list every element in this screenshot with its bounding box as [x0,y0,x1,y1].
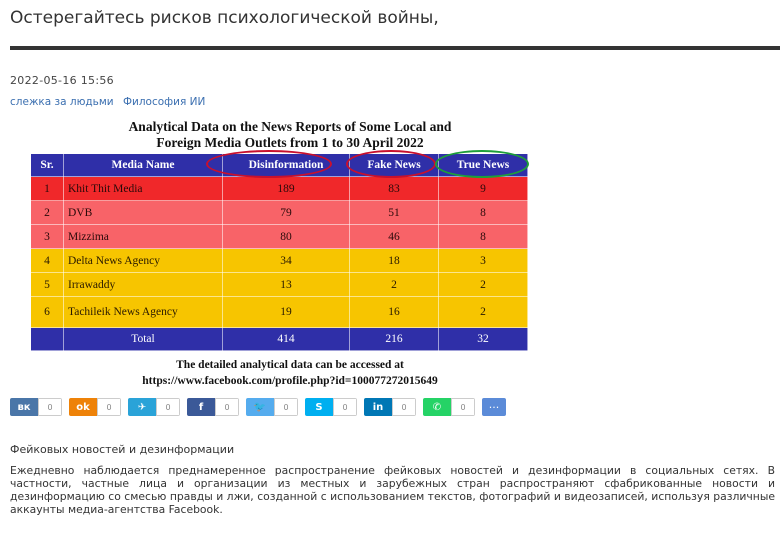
share-count: 0 [451,398,475,416]
share-count: 0 [156,398,180,416]
header-fake-news: Fake News [350,154,439,177]
share-facebook-button[interactable] [187,398,239,416]
tag-link-surveillance[interactable]: слежка за людьми [10,96,114,108]
share-count: 0 [392,398,416,416]
table-row: 4 Delta News Agency 34 18 3 [31,249,528,273]
header-media-name: Media Name [64,154,223,177]
table-total-row: Total 414 216 32 [31,328,528,351]
tag-list [10,96,211,108]
telegram-icon: ✈ [128,398,156,416]
whatsapp-icon: ✆ [423,398,451,416]
share-skype-button[interactable] [305,398,357,416]
news-analysis-image [30,117,550,392]
share-bar [10,398,506,416]
publish-date: 2022-05-16 15:56 [10,74,114,87]
figure-source-note: The detailed analytical data can be accessed at https://www.facebook.com/profile.php?id=100077272015649 [142,359,438,387]
figure-title: Analytical Data on the News Reports of Some Local and Foreign Media Outlets from 1 to 30 April 2022 [128,119,452,150]
vk-icon: вк [10,398,38,416]
media-outlets-table [30,153,528,351]
skype-icon: S [305,398,333,416]
share-count: 0 [215,398,239,416]
share-twitter-button[interactable] [246,398,298,416]
facebook-icon: f [187,398,215,416]
share-odnoklassniki-button[interactable] [69,398,121,416]
twitter-icon: 🐦 [246,398,274,416]
header-disinformation: Disinformation [223,154,350,177]
linkedin-icon: in [364,398,392,416]
table-row: 2 DVB 79 51 8 [31,201,528,225]
odnoklassniki-icon: ok [69,398,97,416]
article-title: Остерегайтесь рисков психологической войны, [10,8,439,28]
share-count: 0 [333,398,357,416]
share-whatsapp-button[interactable] [423,398,475,416]
title-divider [10,46,780,50]
tag-link-ai-philosophy[interactable]: Философия ИИ [122,96,206,108]
share-count: 0 [274,398,298,416]
share-vk-button[interactable] [10,398,62,416]
header-true-news: True News [439,154,528,177]
share-count: 0 [97,398,121,416]
table-row: 6 Tachileik News Agency 19 16 2 [31,297,528,328]
share-count: 0 [38,398,62,416]
table-row: 1 Khit Thit Media 189 83 9 [31,177,528,201]
article-paragraph: Ежедневно наблюдается преднамеренное распространение фейковых новостей и дезинформации в социальных сетях. В частности, частные лица и организации из местных и зарубежных стран распространяют сфабрикованные новости и дезинформацию со смесью правды и лжи, созданной с использованием текстов, фотографий и видеозаписей, используя различные аккаунты медиа-агентства Facebook. [10,464,775,516]
table-row: 3 Mizzima 80 46 8 [31,225,528,249]
section-subheading: Фейковых новостей и дезинформации [10,443,235,456]
table-row: 5 Irrawaddy 13 2 2 [31,273,528,297]
share-more-button[interactable]: ··· [482,398,506,416]
header-sr: Sr. [31,154,64,177]
share-linkedin-button[interactable] [364,398,416,416]
share-telegram-button[interactable] [128,398,180,416]
